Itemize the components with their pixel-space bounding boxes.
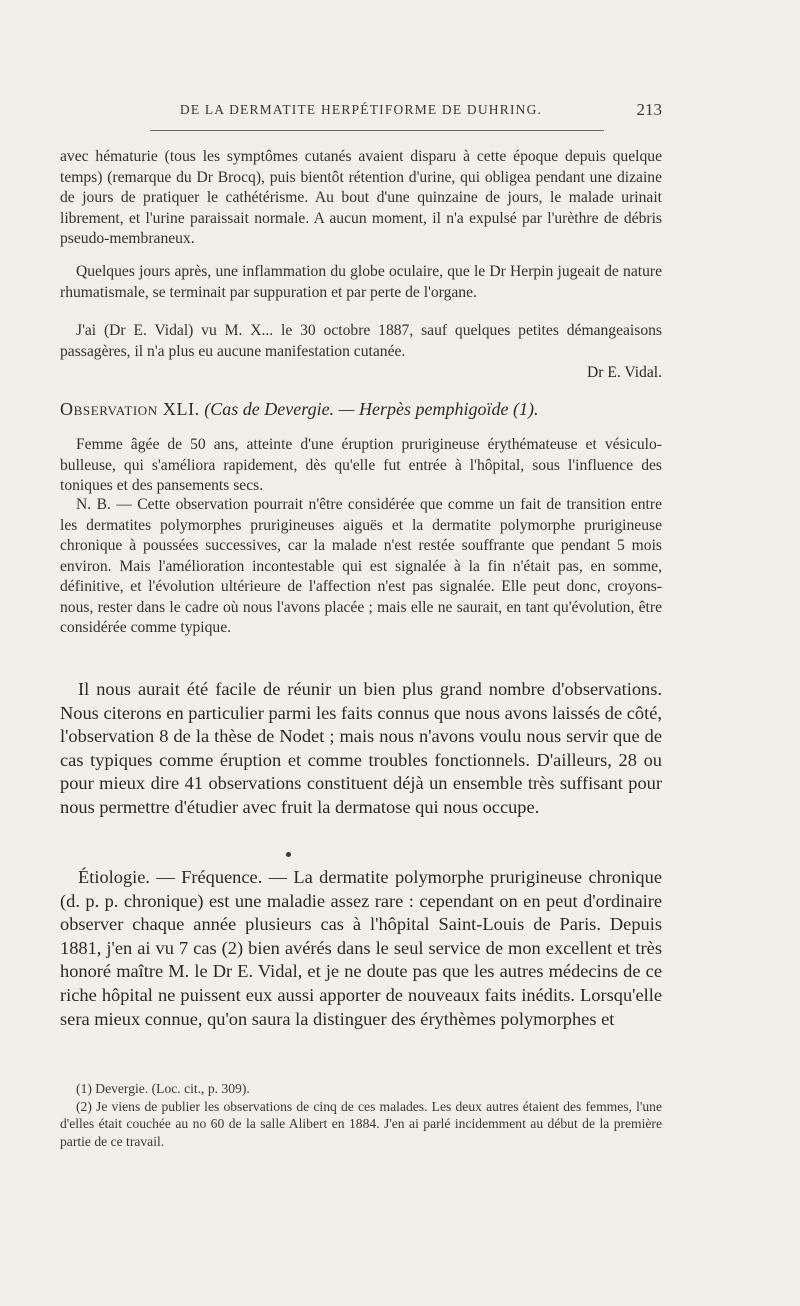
nota-bene-paragraph: N. B. — Cette observation pourrait n'être considérée que comme un fait de transition entre les dermatites polymorphes prurigineuses aiguës et la dermatite polymorphe prurigineuse chronique à poussées successives, car la malade n'est restée souffrante que pendant 5 mois environ. Mais l'amélioration incontestable qui est signalée à la fin n'était pas, en somme, définitive, et l'évolution ultérieure de l'affection n'est pas signalée. Elle peut donc, croyons-nous, rester dans le cadre où nous l'avons placée ; mais elle ne saurait, en tant qu'évolution, être considérée comme typique. (60, 496, 662, 636)
visit-block (60, 321, 662, 362)
main-block (60, 678, 662, 820)
footnotes (60, 1080, 662, 1150)
header-rule (150, 130, 604, 131)
observation-end-paragraph: avec hématurie (tous les symptômes cutanés avaient disparu à cette époque depuis quelque temps) (remarque du Dr Brocq), puis bientôt rétention d'urine, qui obligea pendant une dizaine de jours de pratiquer le cathétérisme. Au bout d'une quinzaine de jours, le malade urinait librement, et l'urine paraissait normale. A aucun moment, il n'a expulsé par l'urèthre de débris pseudo-membraneux. (60, 148, 662, 247)
eye-inflammation-block (60, 262, 662, 303)
eye-inflammation-paragraph: Quelques jours après, une inflammation du globe oculaire, que le Dr Herpin jugeait de nature rhumatismale, se terminait par suppuration et par perte de l'organe. (60, 263, 662, 301)
observation-end-block (60, 147, 662, 250)
case-paragraph: Femme âgée de 50 ans, atteinte d'une éruption prurigineuse érythémateuse et vésiculo-bulleuse, qui s'améliora rapidement, dès qu'elle fut entrée à l'hôpital, sous l'influence des toniques et des pansements secs. (60, 436, 662, 494)
footnote-1: (1) Devergie. (Loc. cit., p. 309). (76, 1081, 250, 1096)
page-number: 213 (636, 100, 662, 119)
case-block (60, 435, 662, 497)
running-title: DE LA DERMATITE HERPÉTIFORME DE DUHRING. (179, 102, 543, 117)
main-paragraph: Il nous aurait été facile de réunir un bien plus grand nombre d'observations. Nous citerons en particulier parmi les faits connus que nous avons laissés de côté, l'observation 8 de la thèse de Nodet ; mais nous n'avons voulu nous servir que de cas typiques comme éruption et comme troubles fonctionnels. D'ailleurs, 28 ou pour mieux dire 41 observations constituent déjà un ensemble très suffisant pour nous permettre d'étudier avec fruit la dermatose qui nous occupe. (60, 679, 662, 817)
signature: Dr E. Vidal. (587, 364, 662, 381)
observation-heading-title: (Cas de Devergie. — Herpès pemphigoïde (1). (204, 399, 539, 419)
ink-dot (286, 852, 291, 857)
footnote-2: (2) Je viens de publier les observations de cinq de ces malades. Les deux autres étaient des femmes, l'une d'elles était couchée au no 60 de la salle Alibert en 1884. J'en ai parlé incidemment au début de la première partie de ce travail. (60, 1098, 662, 1149)
running-head (60, 100, 662, 126)
observation-heading (60, 399, 680, 420)
etiology-block (60, 866, 662, 1031)
visit-paragraph: J'ai (Dr E. Vidal) vu M. X... le 30 octobre 1887, sauf quelques petites démangeaisons passagères, il n'a plus eu aucune manifestation cutanée. (60, 322, 662, 360)
etiology-paragraph: Étiologie. — Fréquence. — La dermatite polymorphe prurigineuse chronique (d. p. p. chronique) est une maladie assez rare : cependant on en peut d'ordinaire observer chaque année plusieurs cas à l'hôpital Saint-Louis de Paris. Depuis 1881, j'en ai vu 7 cas (2) bien avérés dans le seul service de mon excellent et très honoré maître M. le Dr E. Vidal, et je ne doute pas que les autres médecins de ce riche hôpital ne puissent eux aussi apporter de nouveaux faits inédits. Lorsqu'elle sera mieux connue, qu'on saura la distinguer des érythèmes polymorphes et (60, 867, 662, 1029)
observation-heading-label: Observation XLI. (60, 399, 200, 419)
nota-bene-block (60, 495, 662, 639)
